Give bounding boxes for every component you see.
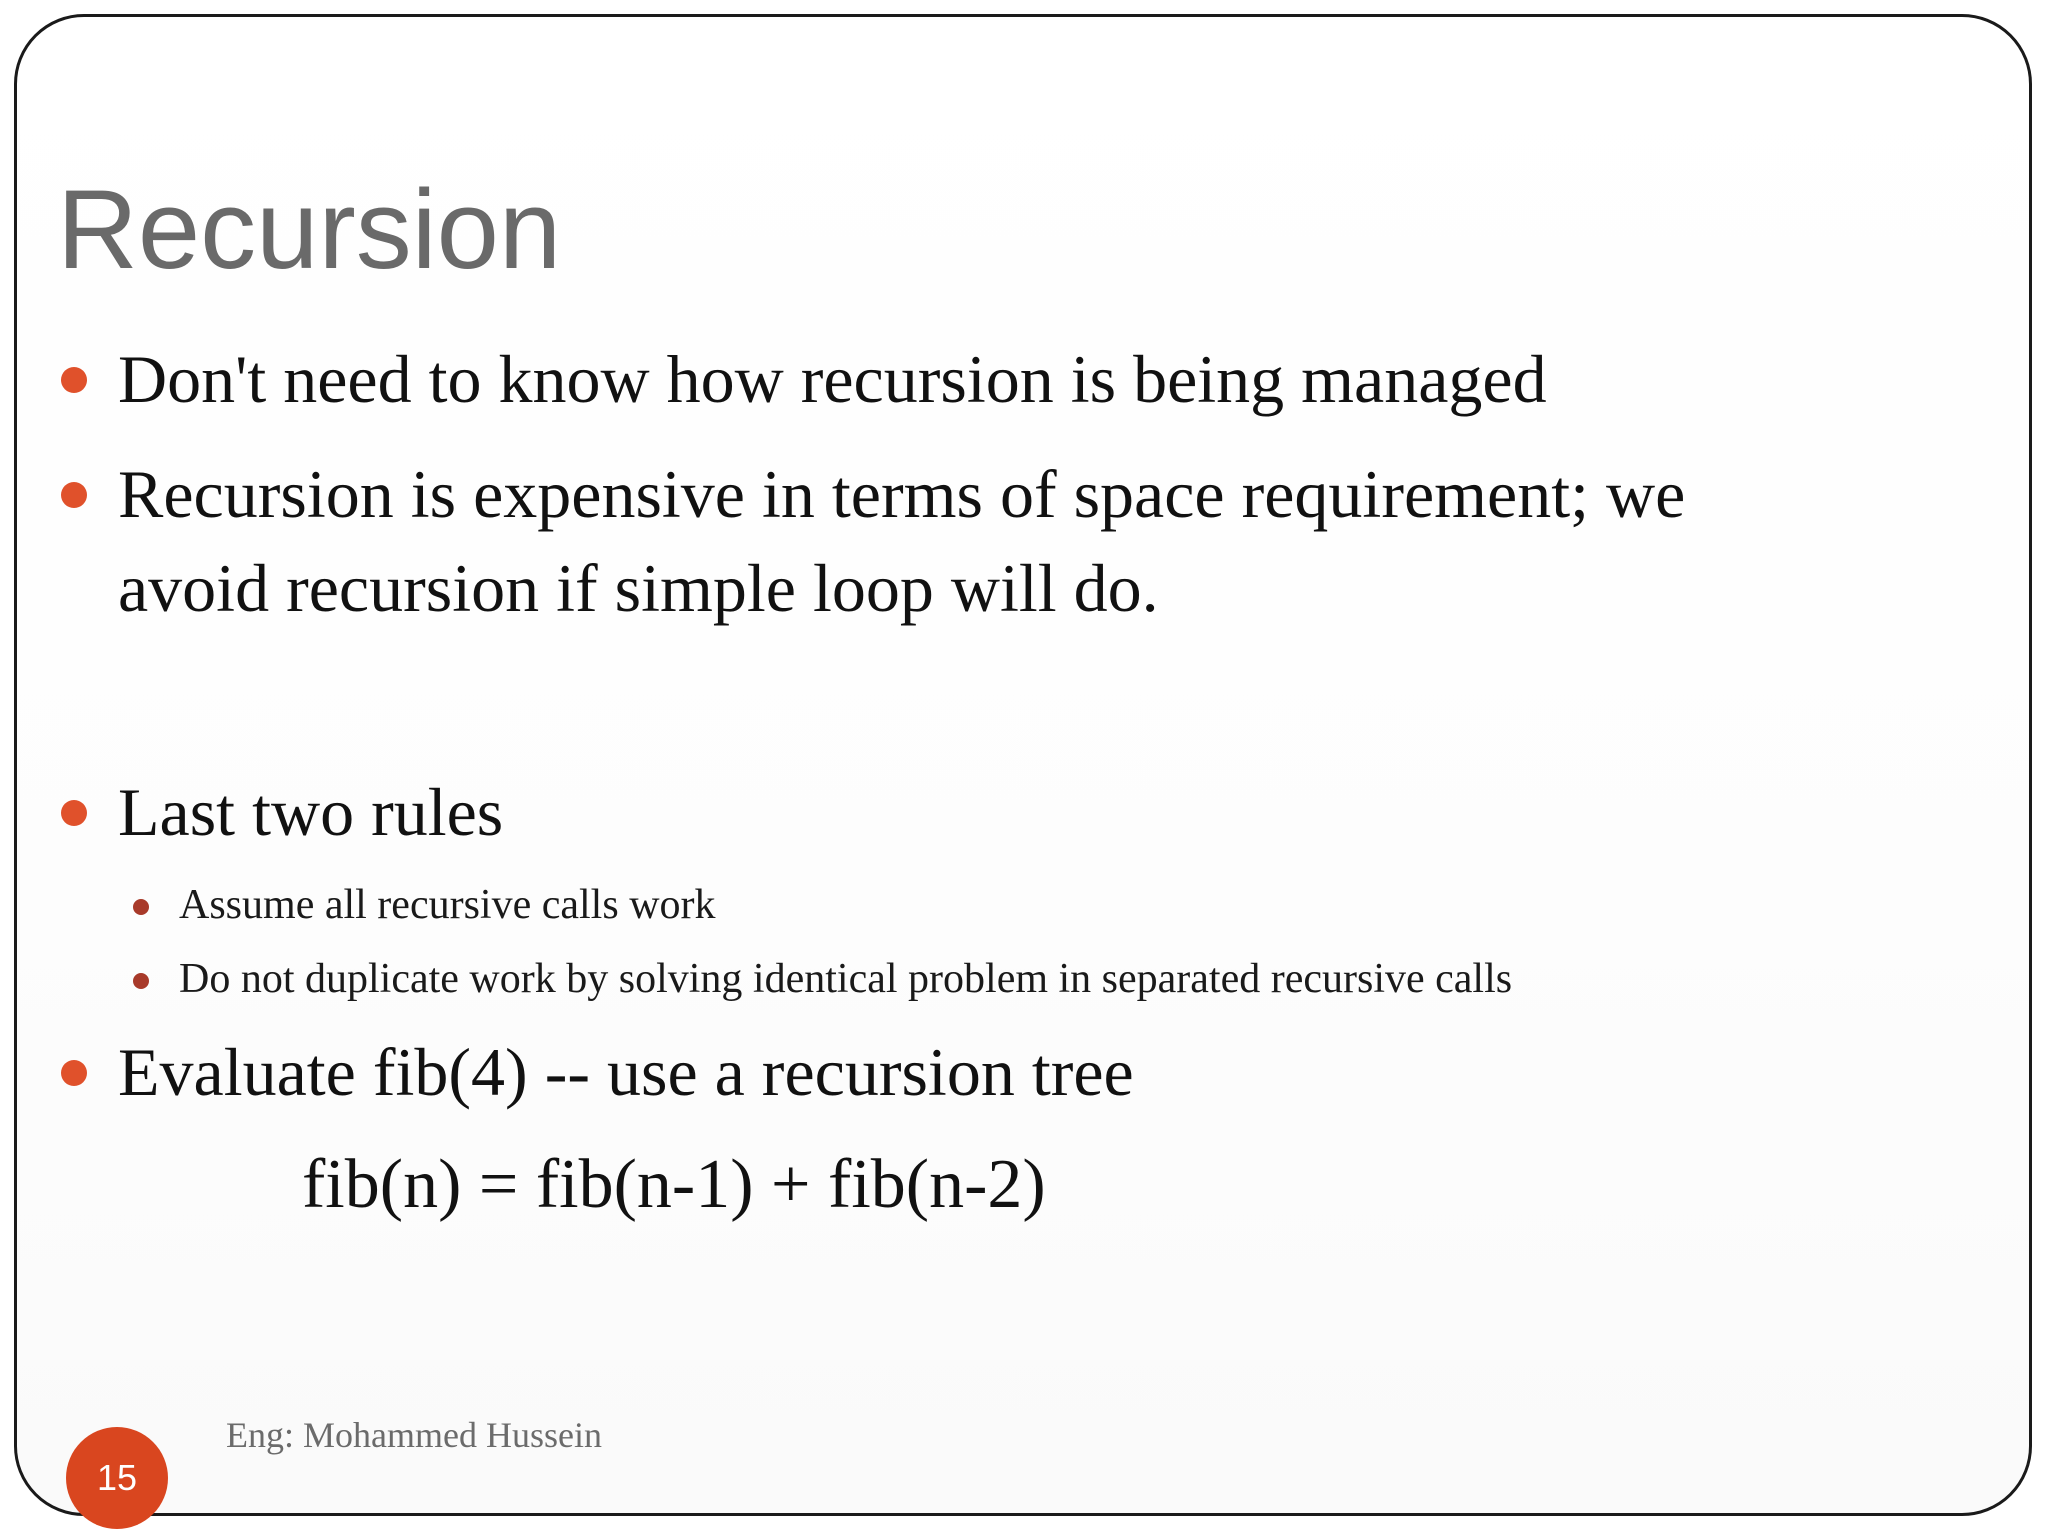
sub-bullet-text: Do not duplicate work by solving identical problem in separated recursive calls [179,956,1513,1002]
bullet-dot-icon [61,482,87,508]
bullet-dot-icon [61,367,87,393]
fibonacci-formula: fib(n) = fib(n-1) + fib(n-2) [302,1146,1046,1223]
bullet-item [118,332,1818,426]
sub-bullet-item [179,949,1929,1009]
bullet-text: Don't need to know how recursion is being managed [118,341,1547,417]
sub-bullet-dot-icon [133,899,149,915]
page-number-badge: 15 [66,1427,168,1529]
bullet-item [118,1025,1818,1119]
footer-author: Eng: Mohammed Hussein [226,1415,602,1455]
sub-bullet-item [179,875,1879,935]
sub-bullet-dot-icon [133,973,149,989]
bullet-text: Last two rules [118,774,504,850]
bullet-dot-icon [61,1060,87,1086]
sub-bullet-text: Assume all recursive calls work [179,882,716,928]
bullet-item [118,765,1818,859]
bullet-text: Evaluate fib(4) -- use a recursion tree [118,1034,1134,1110]
bullet-dot-icon [61,800,87,826]
slide-title: Recursion [57,167,562,292]
bullet-text: Recursion is expensive in terms of space requirement; we avoid recursion if simple loop will do. [118,456,1686,626]
bullet-item [118,447,1818,635]
